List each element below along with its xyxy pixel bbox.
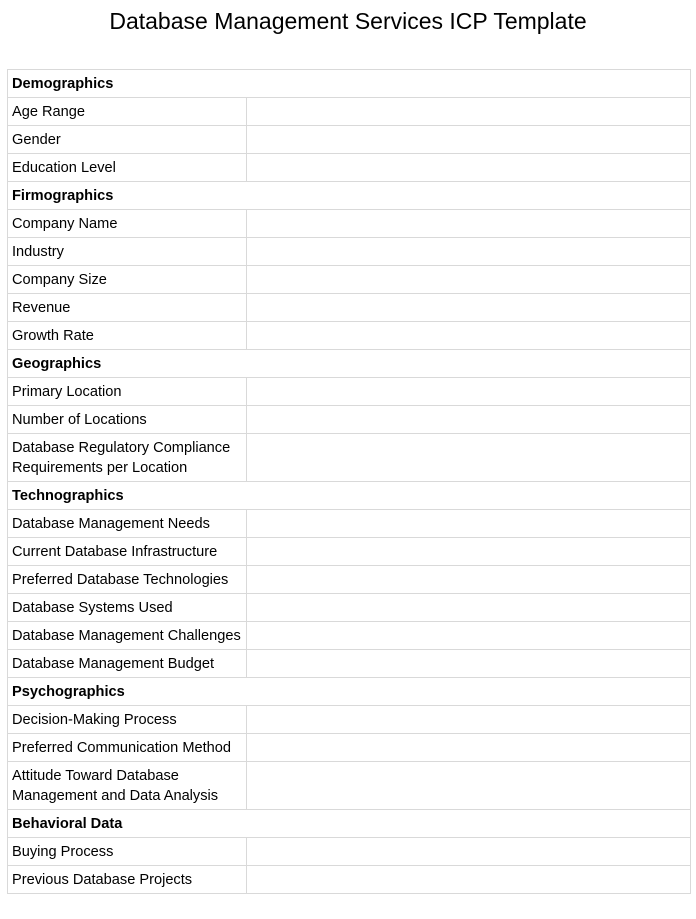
section-header-row [8, 70, 691, 98]
section-heading: Geographics [8, 350, 691, 378]
table-row [8, 266, 691, 294]
field-value-cell[interactable] [247, 126, 691, 154]
field-value-cell[interactable] [247, 210, 691, 238]
field-value-cell[interactable] [247, 98, 691, 126]
field-label: Previous Database Projects [8, 866, 247, 894]
field-label: Growth Rate [8, 322, 247, 350]
table-row [8, 98, 691, 126]
field-value-cell[interactable] [247, 838, 691, 866]
field-value-cell[interactable] [247, 406, 691, 434]
field-value-cell[interactable] [247, 866, 691, 894]
field-value-cell[interactable] [247, 266, 691, 294]
page-title: Database Management Services ICP Template [109, 8, 587, 34]
table-row [8, 378, 691, 406]
table-row [8, 406, 691, 434]
field-label: Gender [8, 126, 247, 154]
field-label: Age Range [8, 98, 247, 126]
field-label: Database Management Challenges [8, 622, 247, 650]
section-header-row [8, 182, 691, 210]
section-heading: Psychographics [8, 678, 691, 706]
field-value-cell[interactable] [247, 322, 691, 350]
table-row [8, 866, 691, 894]
table-row [8, 126, 691, 154]
field-value-cell[interactable] [247, 294, 691, 322]
field-label: Attitude Toward Database Management and Data Analysis [8, 762, 247, 810]
field-label: Current Database Infrastructure [8, 538, 247, 566]
field-value-cell[interactable] [247, 434, 691, 482]
field-label: Revenue [8, 294, 247, 322]
field-label: Education Level [8, 154, 247, 182]
field-label: Decision-Making Process [8, 706, 247, 734]
field-value-cell[interactable] [247, 734, 691, 762]
field-label: Database Systems Used [8, 594, 247, 622]
field-value-cell[interactable] [247, 594, 691, 622]
section-header-row [8, 678, 691, 706]
table-row [8, 838, 691, 866]
section-header-row [8, 482, 691, 510]
field-value-cell[interactable] [247, 622, 691, 650]
field-label: Database Management Needs [8, 510, 247, 538]
field-value-cell[interactable] [247, 538, 691, 566]
table-row [8, 434, 691, 482]
field-value-cell[interactable] [247, 762, 691, 810]
field-label: Number of Locations [8, 406, 247, 434]
field-value-cell[interactable] [247, 378, 691, 406]
table-row [8, 510, 691, 538]
table-row [8, 538, 691, 566]
table-row [8, 706, 691, 734]
field-label: Buying Process [8, 838, 247, 866]
table-row [8, 762, 691, 810]
table-row [8, 566, 691, 594]
section-heading: Demographics [8, 70, 691, 98]
section-heading: Firmographics [8, 182, 691, 210]
section-heading: Behavioral Data [8, 810, 691, 838]
field-label: Preferred Database Technologies [8, 566, 247, 594]
section-heading: Technographics [8, 482, 691, 510]
field-label: Preferred Communication Method [8, 734, 247, 762]
field-value-cell[interactable] [247, 238, 691, 266]
table-row [8, 294, 691, 322]
table-row [8, 594, 691, 622]
field-label: Database Regulatory Compliance Requirements per Location [8, 434, 247, 482]
field-label: Company Size [8, 266, 247, 294]
section-header-row [8, 810, 691, 838]
table-row [8, 154, 691, 182]
table-row [8, 322, 691, 350]
table-row [8, 650, 691, 678]
field-value-cell[interactable] [247, 706, 691, 734]
icp-table-body [8, 70, 691, 894]
table-row [8, 210, 691, 238]
icp-table [7, 69, 691, 894]
field-label: Company Name [8, 210, 247, 238]
field-value-cell[interactable] [247, 154, 691, 182]
field-value-cell[interactable] [247, 566, 691, 594]
section-header-row [8, 350, 691, 378]
field-value-cell[interactable] [247, 650, 691, 678]
field-label: Industry [8, 238, 247, 266]
field-label: Primary Location [8, 378, 247, 406]
table-row [8, 734, 691, 762]
field-value-cell[interactable] [247, 510, 691, 538]
table-row [8, 238, 691, 266]
field-label: Database Management Budget [8, 650, 247, 678]
table-row [8, 622, 691, 650]
